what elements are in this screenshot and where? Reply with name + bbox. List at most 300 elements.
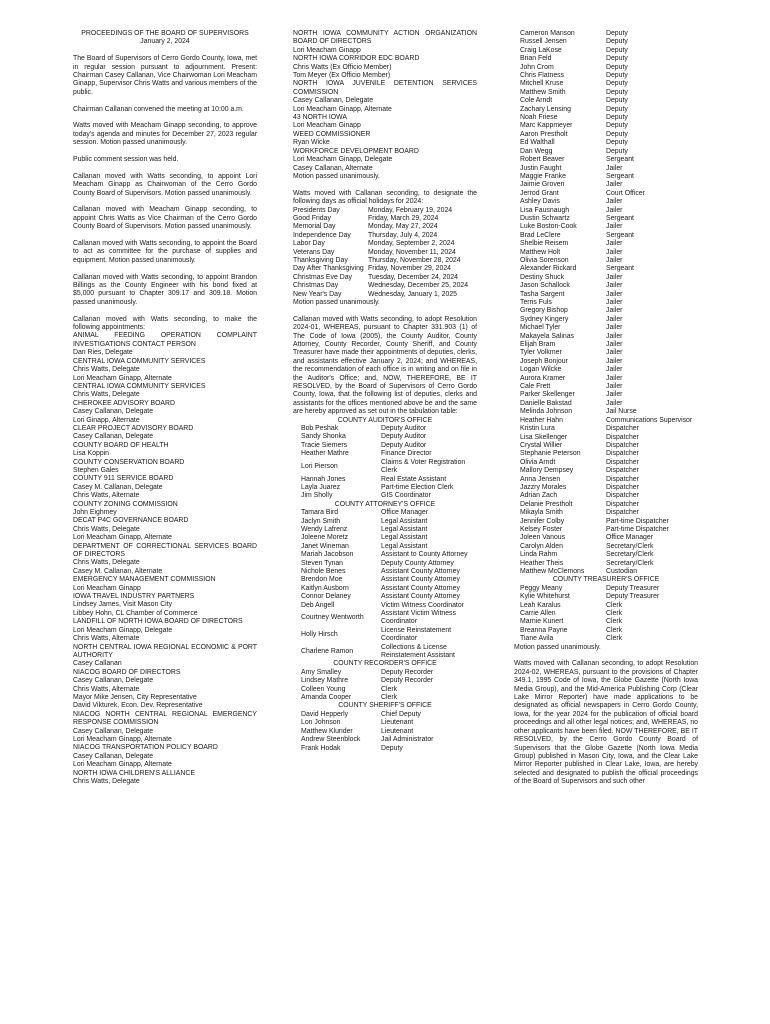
staff-row-value: Deputy [381, 744, 403, 752]
staff-row-value: Assistant County Attorney [381, 567, 460, 575]
appointment-line: Lori Meacham Ginapp [293, 122, 361, 130]
appointment-line: IOWA TRAVEL INDUSTRY PARTNERS [73, 593, 195, 601]
staff-row [514, 97, 698, 105]
staff-row [514, 148, 698, 156]
staff-row-label: Stephanie Peterson [520, 450, 581, 458]
appointment-line: Lisa Koppin [73, 450, 110, 458]
staff-row [293, 568, 477, 576]
staff-row-label: Olivia Sorenson [520, 256, 569, 264]
appointment-line: Casey Callanan, Delegate [73, 433, 154, 441]
staff-row [514, 223, 698, 231]
staff-row [514, 64, 698, 72]
staff-row-label: Amanda Cooper [301, 694, 352, 702]
holiday-row-label: New Year's Day [293, 290, 342, 298]
staff-row-value: Sergeant [606, 214, 634, 222]
staff-row-value: Jailer [606, 341, 623, 349]
staff-row [514, 543, 698, 551]
staff-row-label: Jennifer Colby [520, 517, 565, 525]
staff-row-label: Joleene Moretz [301, 534, 349, 542]
staff-row [293, 534, 477, 542]
staff-row-label: Janet Wineman [301, 542, 349, 550]
staff-row-label: Heather Hahn [520, 416, 563, 424]
staff-row [293, 719, 477, 727]
appointment-line: Libbey Hohn, CL Chamber of Commerce [73, 609, 198, 617]
staff-row [514, 459, 698, 467]
staff-row [293, 484, 477, 492]
holiday-row-value: Thursday, November 28, 2024 [368, 256, 461, 264]
staff-row [514, 207, 698, 215]
appointment-line: Lori Meacham Ginapp, Alternate [73, 761, 172, 769]
staff-row [514, 89, 698, 97]
staff-row-label: Maggie Franke [520, 172, 566, 180]
staff-row-value: Jailer [606, 374, 623, 382]
holiday-row-value: Wednesday, January 1, 2025 [368, 290, 457, 298]
holiday-row-label: Good Friday [293, 214, 331, 222]
staff-row-label: Mikayla Smith [520, 509, 563, 517]
staff-row-label: Jason Schallock [520, 282, 570, 290]
staff-row [293, 644, 477, 661]
staff-row-label: Chris Flatness [520, 72, 565, 80]
staff-row-label: Zachary Lensing [520, 105, 571, 113]
staff-row-value: Sergeant [606, 265, 634, 273]
appointment-line: NORTH IOWA CORRIDOR EDC BOARD [293, 55, 420, 63]
staff-row-label: Jazzry Morales [520, 483, 567, 491]
staff-row [514, 534, 698, 542]
appointments-list-continued [293, 30, 477, 181]
staff-row-value: Dispatcher [606, 492, 639, 500]
staff-row-value: Assistant County Attorney [381, 593, 460, 601]
staff-row [293, 476, 477, 484]
appointment-line: CENTRAL IOWA COMMUNITY SERVICES [73, 357, 206, 365]
holiday-row [293, 232, 477, 240]
staff-row-label: Layla Juarez [301, 483, 341, 491]
staff-row [514, 618, 698, 626]
recorder-office-heading: COUNTY RECORDER'S OFFICE [333, 660, 437, 668]
staff-row-value: Court Officer [606, 189, 645, 197]
staff-row-value: Deputy Auditor [381, 441, 427, 449]
staff-row [514, 467, 698, 475]
staff-row-label: Lon Johnson [301, 719, 341, 727]
staff-row [514, 560, 698, 568]
staff-row [514, 375, 698, 383]
appointment-line: Dan Ries, Delegate [73, 349, 133, 357]
appointment-line: NORTH IOWA COMMUNITY ACTION ORGANIZATION BOARD OF DIRECTORS [293, 30, 477, 46]
staff-row-label: Lori Pierson [301, 462, 338, 470]
staff-row-value: Jailer [606, 206, 623, 214]
staff-row [293, 694, 477, 702]
holiday-row-label: Christmas Day [293, 282, 339, 290]
staff-row-value: Jailer [606, 357, 623, 365]
appointments-list [73, 332, 257, 786]
staff-row-value: Jailer [606, 290, 623, 298]
staff-row [514, 80, 698, 88]
staff-row-label: Bob Peshak [301, 425, 339, 433]
staff-row-value: Communications Supervisor [606, 416, 693, 424]
appointment-line: Lori Meacham Ginapp [73, 584, 141, 592]
staff-row-value: Deputy [606, 147, 628, 155]
staff-row [514, 383, 698, 391]
staff-row-value: Real Estate Assistant [381, 475, 447, 483]
staff-row-label: Cale Frett [520, 383, 551, 391]
staff-row-value: Dispatcher [606, 509, 639, 517]
staff-row [293, 442, 477, 450]
staff-row [293, 509, 477, 517]
staff-row [514, 518, 698, 526]
staff-row-label: Elijah Bram [520, 341, 556, 349]
staff-row [514, 324, 698, 332]
staff-row-label: Mitchell Kruse [520, 80, 564, 88]
paragraph-appointments-intro: Callanan moved with Watts seconding, to make the following appointments: [73, 315, 257, 332]
staff-row-label: Jerrod Grant [520, 189, 559, 197]
staff-row [514, 358, 698, 366]
staff-row-value: Jailer [606, 366, 623, 374]
staff-row-label: Justin Faught [520, 164, 562, 172]
staff-row-value: Dispatcher [606, 475, 639, 483]
staff-row [293, 602, 477, 610]
staff-row [514, 307, 698, 315]
staff-row-label: Deb Angell [301, 601, 335, 609]
staff-row-value: Deputy [606, 72, 628, 80]
staff-row-label: Alexander Rickard [520, 265, 577, 273]
column-1 [73, 30, 257, 1020]
staff-row-label: Matthew Smith [520, 88, 566, 96]
holiday-row-label: Christmas Eve Day [293, 273, 352, 281]
staff-row-label: Sandy Shonka [301, 433, 346, 441]
appointment-line: NIACOG NORTH CENTRAL REGIONAL EMERGENCY RESPONSE COMMISSION [73, 710, 257, 727]
appointment-line: Casey M. Callanan, Delegate [73, 483, 163, 491]
appointment-line: Chris Watts, Delegate [73, 778, 140, 786]
holiday-row [293, 274, 477, 282]
staff-row [293, 576, 477, 584]
column-2 [293, 30, 477, 1020]
holiday-row [293, 249, 477, 257]
staff-row-label: Leah Karalus [520, 601, 561, 609]
appointment-line: Lori Meacham Ginapp, Alternate [73, 374, 172, 382]
holiday-row-label: Veterans Day [293, 248, 335, 256]
staff-row [514, 114, 698, 122]
staff-row-label: Holly Hirsch [301, 631, 338, 639]
sheriff-staff-table [293, 711, 477, 753]
staff-row-value: Deputy [606, 97, 628, 105]
staff-row-label: Tyler Volkmer [520, 349, 562, 357]
staff-row-value: Assistant County Attorney [381, 584, 460, 592]
staff-row-label: David Hepperly [301, 710, 349, 718]
holiday-row-value: Friday, November 29, 2024 [368, 265, 451, 273]
appointment-line: Chris Watts, Alternate [73, 635, 140, 643]
staff-row [514, 38, 698, 46]
staff-row-value: Clerk [606, 626, 623, 634]
staff-row-value: Jailer [606, 282, 623, 290]
staff-row [514, 551, 698, 559]
staff-row [514, 316, 698, 324]
staff-row-value: Deputy [606, 30, 628, 37]
staff-row-value: Jailer [606, 383, 623, 391]
staff-row-label: Kaitlyn Ausborn [301, 584, 349, 592]
holiday-row-value: Thursday, July 4, 2024 [368, 231, 438, 239]
staff-row [514, 265, 698, 273]
staff-row [293, 711, 477, 719]
staff-row [293, 543, 477, 551]
staff-row-value: Deputy [606, 114, 628, 122]
staff-row-label: Michael Tyler [520, 324, 561, 332]
staff-row-label: Lisa Skellenger [520, 433, 568, 441]
staff-row-label: Brad LeClere [520, 231, 561, 239]
staff-row-label: Robert Beaver [520, 156, 565, 164]
appointment-line: Motion passed unanimously. [293, 172, 380, 180]
appointment-line: Casey M. Callanan, Alternate [73, 567, 163, 575]
holiday-row-label: Day After Thanksgiving [293, 265, 364, 273]
staff-row-value: Jailer [606, 399, 623, 407]
staff-row [514, 349, 698, 357]
staff-row-value: Deputy [606, 55, 628, 63]
appointment-line: COUNTY 911 SERVICE BOARD [73, 475, 174, 483]
staff-row-value: Clerk [606, 635, 623, 643]
appointment-line: Lori Meacham Ginapp, Alternate [73, 735, 172, 743]
appointment-line: Casey Callanan, Delegate [73, 408, 154, 416]
paragraph-resolution-2024-01: Callanan moved with Watts seconding, to adopt Resolution 2024-01, WHEREAS, pursuant to Chapter 331.903 (1) of The Code of Iowa (2005), the County Auditor, County Attorney, County Recorder, County Sheriff, and County Treasurer have made their appointments of deputies, clerks, and assistants effective January 2, 2024; and WHEREAS, the recommendation of each office is in writing and on file in the Auditor's Office; and, NOW, THEREFORE, BE IT RESOLVED, by the Board of Supervisors of Cerro Gordo County, Iowa, that the following list of deputies, clerks and assistants for the offices mentioned above be and the same are hereby approved as set out in the tabulation table: [293, 315, 477, 416]
staff-row-value: Clerk [381, 685, 398, 693]
holiday-row [293, 223, 477, 231]
appointment-line: Casey Callanan [73, 660, 122, 668]
staff-row-value: Legal Assistant [381, 542, 428, 550]
staff-row-value: Secretary/Clerk [606, 542, 654, 550]
recorder-staff-table [293, 669, 477, 703]
staff-row-label: Charlene Ramon [301, 647, 354, 655]
staff-row-label: Danielle Bakstad [520, 399, 572, 407]
staff-row [514, 106, 698, 114]
staff-row-label: Heather Theis [520, 559, 564, 567]
staff-row-value: Dispatcher [606, 433, 639, 441]
appointment-line: EMERGENCY MANAGEMENT COMMISSION [73, 576, 216, 584]
staff-row [514, 240, 698, 248]
appointment-line: Chris Watts (Ex Officio Member) [293, 63, 392, 71]
staff-row-value: Office Manager [606, 534, 653, 542]
staff-row-label: Dan Wegg [520, 147, 553, 155]
staff-row [514, 139, 698, 147]
staff-row [293, 459, 477, 476]
appointment-line: Chris Watts, Alternate [73, 685, 140, 693]
staff-row [514, 366, 698, 374]
appointment-line: NIACOG BOARD OF DIRECTORS [73, 668, 181, 676]
staff-row [293, 551, 477, 559]
staff-row-value: Sergeant [606, 231, 634, 239]
staff-row [514, 585, 698, 593]
staff-row-value: Deputy [606, 80, 628, 88]
holiday-row-label: Presidents Day [293, 206, 340, 214]
staff-row-label: Sydney Kingery [520, 315, 569, 323]
staff-row-label: Mariah Jacobson [301, 551, 354, 559]
staff-row [514, 249, 698, 257]
paragraph-vice-chair-motion: Callanan moved with Meacham Ginapp seconding, to appoint Chris Watts as Vice Chairman of the Cerro Gordo County Board of Supervisors. Motion passed unanimously. [73, 206, 257, 231]
staff-row-value: Custodian [606, 568, 638, 575]
staff-row-label: Matthew Holt [520, 248, 561, 256]
holiday-row-value: Monday, September 2, 2024 [368, 240, 455, 248]
appointment-line: Casey Callanan, Alternate [293, 164, 373, 172]
staff-row-value: Legal Assistant [381, 525, 428, 533]
staff-row-value: Deputy [606, 139, 628, 147]
staff-row-value: Jailer [606, 223, 623, 231]
staff-row-label: Jaclyn Smith [301, 517, 341, 525]
holiday-row-value: Wednesday, December 25, 2024 [368, 282, 469, 290]
paragraph-holidays-intro: Watts moved with Callanan seconding, to designate the following days as official holidays for 2024: [293, 189, 477, 206]
paragraph-engineer-motion: Callanan moved with Watts seconding, to appoint Brandon Billings as the County Engineer with his bond fixed at $5,000 pursuant to Chapter 309.17 and 309.18. Motion passed unanimously. [73, 273, 257, 306]
holiday-row-value: Monday, May 27, 2024 [368, 223, 438, 231]
staff-row-label: Crystal Willier [520, 441, 563, 449]
holiday-row-value: Friday, March 29, 2024 [368, 214, 439, 222]
holiday-row [293, 265, 477, 273]
holiday-row-value: Monday, November 11, 2024 [368, 248, 456, 256]
appointment-line: Chris Watts, Delegate [73, 559, 140, 567]
staff-row-label: Aurora Kramer [520, 374, 566, 382]
staff-row [514, 232, 698, 240]
staff-row-value: Jailer [606, 324, 623, 332]
appointment-line: Casey Callanan, Delegate [73, 677, 154, 685]
staff-row-value: Lieutenant [381, 727, 414, 735]
staff-row-label: Frank Hodak [301, 744, 341, 752]
staff-row-label: Olivia Arndt [520, 458, 556, 466]
staff-row-value: Dispatcher [606, 500, 639, 508]
staff-row-label: Terris Fuls [520, 299, 552, 306]
staff-row-label: Noah Friese [520, 114, 558, 122]
staff-row [514, 282, 698, 290]
holiday-row [293, 215, 477, 223]
staff-row-value: Jailer [606, 164, 623, 172]
staff-row-value: Clerk [606, 601, 623, 609]
appointment-line: COUNTY BOARD OF HEALTH [73, 441, 169, 449]
staff-row [514, 173, 698, 181]
staff-row-value: Assistant Victim Witness Coordinator [381, 610, 456, 626]
staff-row [514, 215, 698, 223]
paragraph-attendance: The Board of Supervisors of Cerro Gordo County, Iowa, met in regular session pursuant to adjournment. Present: Chairman Casey Callanan, Vice Chairwoman Lori Meacham Ginapp, Supervisor Chris Watts and various members of the public. [73, 55, 257, 96]
staff-row [514, 30, 698, 38]
appointment-line: CENTRAL IOWA COMMUNITY SERVICES [73, 382, 206, 390]
appointment-line: Lori Meacham Ginapp, Delegate [73, 626, 173, 634]
staff-row-value: Jail Administrator [381, 736, 434, 744]
staff-row-value: Claims & Voter Registration Clerk [381, 458, 466, 475]
staff-row-label: Tamara Bird [301, 509, 339, 517]
staff-row-value: Deputy Recorder [381, 668, 434, 676]
holiday-row-label: Thanksgiving Day [293, 256, 348, 264]
staff-row [514, 274, 698, 282]
staff-row-value: Jailer [606, 181, 623, 189]
staff-row-label: Delanie Prestholt [520, 500, 573, 508]
treasurer-motion: Motion passed unanimously. [514, 643, 601, 651]
sheriff-office-heading: COUNTY SHERIFF'S OFFICE [338, 702, 432, 710]
staff-row-label: Jaimie Groven [520, 181, 565, 189]
staff-row-value: Assistant to County Attorney [381, 551, 468, 559]
holiday-row [293, 240, 477, 248]
staff-row [514, 333, 698, 341]
holiday-row-value: Tuesday, December 24, 2024 [368, 273, 459, 281]
staff-row [514, 190, 698, 198]
appointment-line: COUNTY CONSERVATION BOARD [73, 458, 185, 466]
staff-row [293, 560, 477, 568]
staff-row-value: Part-time Election Clerk [381, 483, 454, 491]
staff-row-value: Part-time Dispatcher [606, 517, 669, 525]
staff-row [293, 518, 477, 526]
staff-row [514, 450, 698, 458]
staff-row-value: Sergeant [606, 172, 634, 180]
staff-row-value: Jailer [606, 315, 623, 323]
appointment-line: Casey Callanan, Delegate [73, 727, 154, 735]
staff-row [514, 526, 698, 534]
staff-row-label: Andrew Steenblock [301, 736, 361, 744]
staff-row-label: Kylie Whitehurst [520, 593, 570, 601]
staff-row-label: Russell Jensen [520, 38, 567, 46]
staff-row [293, 745, 477, 753]
staff-row-value: Jailer [606, 391, 623, 399]
staff-row [514, 122, 698, 130]
appointment-line: LANDFILL OF NORTH IOWA BOARD OF DIRECTORS [73, 618, 243, 626]
treasurer-office-heading: COUNTY TREASURER'S OFFICE [552, 576, 660, 584]
appointment-line: Lori Ginapp, Alternate [73, 416, 140, 424]
holidays-table [293, 207, 477, 299]
holiday-row-value: Monday, February 19, 2024 [368, 206, 453, 214]
staff-row-value: Deputy Treasurer [606, 584, 660, 592]
staff-row-label: Connor Delaney [301, 593, 351, 601]
appointment-line: WEED COMMISSIONER [293, 130, 371, 138]
appointment-line: WORKFORCE DEVELOPMENT BOARD [293, 147, 419, 155]
staff-row-label: Matthew McClemons [520, 568, 585, 575]
staff-row-label: Amy Smalley [301, 668, 342, 676]
appointment-line: Stephen Gales [73, 466, 119, 474]
paragraph-chairwoman-motion: Callanan moved with Watts seconding, to appoint Lori Meacham Ginapp as Chairwoman of the Cerro Gordo County Board of Supervisors. Motion passed unanimously. [73, 172, 257, 197]
treasurer-staff-table [514, 585, 698, 644]
holiday-row [293, 282, 477, 290]
staff-row-value: Secretary/Clerk [606, 551, 654, 559]
staff-row-label: Dustin Schwartz [520, 214, 570, 222]
staff-row [293, 669, 477, 677]
staff-row-label: Marnie Kunert [520, 618, 564, 626]
sheriff-staff-table-continued [514, 30, 698, 576]
staff-row-label: Kelsey Foster [520, 525, 563, 533]
staff-row [514, 476, 698, 484]
appointment-line: Lindsey James, Visit Mason City [73, 601, 173, 609]
staff-row-value: Deputy [606, 38, 628, 46]
staff-row-label: Ashley Davis [520, 198, 560, 206]
staff-row [514, 610, 698, 618]
staff-row-value: Jailer [606, 332, 623, 340]
staff-row [293, 677, 477, 685]
staff-row-label: Makayela Salinas [520, 332, 575, 340]
staff-row-label: Courtney Wentworth [301, 614, 364, 622]
holiday-row-label: Labor Day [293, 240, 325, 248]
staff-row-label: Carolyn Alden [520, 542, 563, 550]
holiday-row-label: Independence Day [293, 231, 351, 239]
staff-row [514, 602, 698, 610]
staff-row-label: Nichole Benes [301, 567, 346, 575]
staff-row-label: Breanna Payne [520, 626, 568, 634]
staff-row [514, 131, 698, 139]
staff-row-value: Jailer [606, 248, 623, 256]
staff-row-label: Kristin Lura [520, 425, 555, 433]
staff-row-value: Part-time Dispatcher [606, 525, 669, 533]
staff-row [514, 47, 698, 55]
appointment-line: NORTH IOWA JUVENILE DETENTION SERVICES COMMISSION [293, 80, 477, 96]
appointment-line: John Eighmey [73, 509, 117, 517]
staff-row-value: Deputy [606, 105, 628, 113]
staff-row [293, 593, 477, 601]
paragraph-public-comment: Public comment session was held. [73, 156, 179, 164]
staff-row-value: Dispatcher [606, 483, 639, 491]
staff-row-value: Deputy County Attorney [381, 559, 454, 567]
attorney-office-heading: COUNTY ATTORNEY'S OFFICE [334, 500, 436, 508]
staff-row-value: Chief Deputy [381, 710, 421, 718]
appointment-line: Chris Watts, Delegate [73, 391, 140, 399]
staff-row-label: Lisa Fausnaugh [520, 206, 570, 214]
staff-row [514, 55, 698, 63]
staff-row-label: Carrie Allen [520, 610, 556, 618]
